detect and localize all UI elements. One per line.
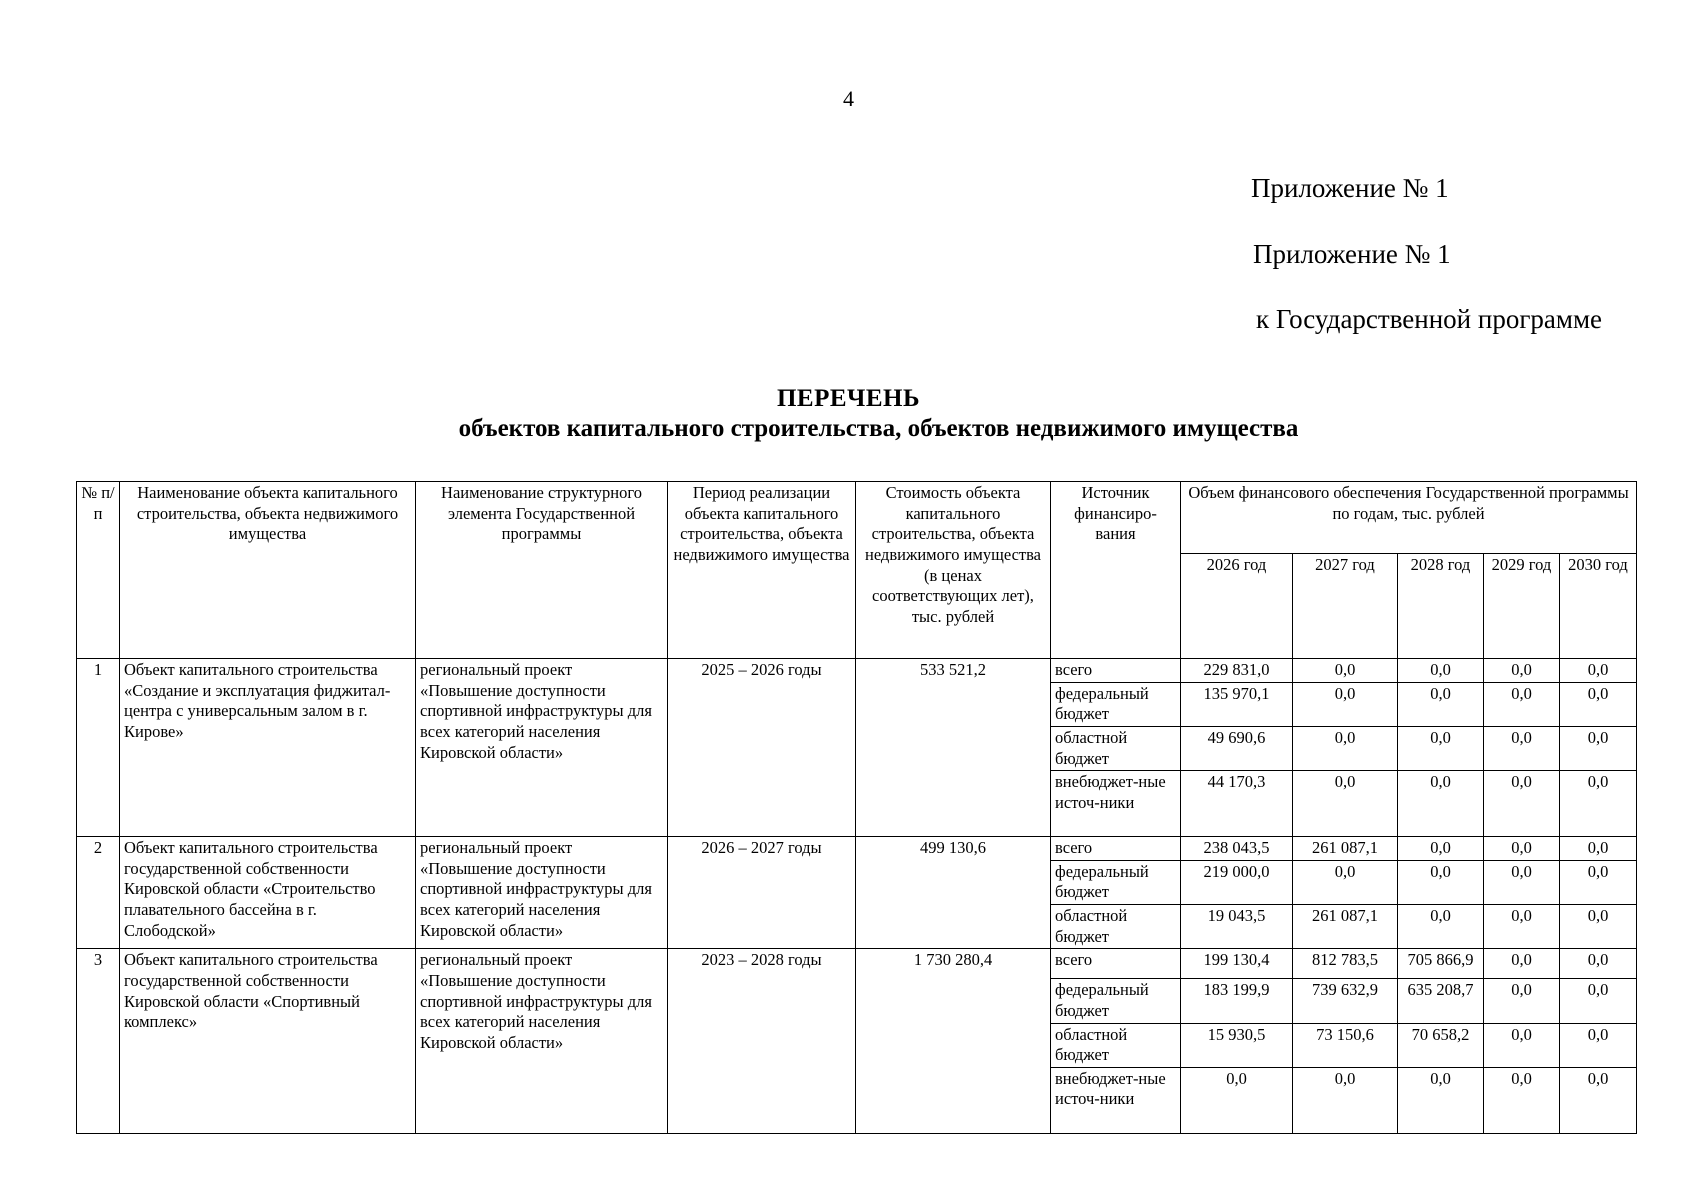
amount-cell: 0,0 [1560, 771, 1637, 837]
object-name-cell: Объект капитального строительства «Создание и эксплуатация фиджитал-центра с универсальным залом в г. Кирове» [120, 659, 416, 837]
period-cell: 2025 – 2026 годы [668, 659, 856, 837]
cost-cell: 533 521,2 [856, 659, 1051, 837]
amount-cell: 19 043,5 [1181, 905, 1293, 949]
document-subtitle: объектов капитального строительства, объектов недвижимого имущества [458, 415, 1299, 442]
header-object-name: Наименование объекта капитального строительства, объекта недвижимого имущества [120, 482, 416, 659]
source-cell: федеральный бюджет [1051, 860, 1181, 904]
amount-cell: 0,0 [1484, 1023, 1560, 1067]
amount-cell: 0,0 [1398, 837, 1484, 861]
table-row [77, 659, 1637, 683]
element-name-cell: региональный проект «Повышение доступности спортивной инфраструктуры для всех категорий населения Кировской области» [416, 659, 668, 837]
amount-cell: 44 170,3 [1181, 771, 1293, 837]
amount-cell: 0,0 [1293, 1067, 1398, 1133]
source-cell: областной бюджет [1051, 726, 1181, 770]
amount-cell: 0,0 [1560, 979, 1637, 1023]
amount-cell: 135 970,1 [1181, 682, 1293, 726]
amount-cell: 0,0 [1181, 1067, 1293, 1133]
amount-cell: 0,0 [1560, 659, 1637, 683]
amount-cell: 0,0 [1484, 979, 1560, 1023]
amount-cell: 0,0 [1293, 860, 1398, 904]
table-body [77, 482, 1637, 1134]
header-funding: Объем финансового обеспечения Государственной программы по годам, тыс. рублей [1181, 482, 1637, 554]
amount-cell: 219 000,0 [1181, 860, 1293, 904]
source-cell: областной бюджет [1051, 1023, 1181, 1067]
amount-cell: 0,0 [1293, 726, 1398, 770]
amount-cell: 0,0 [1484, 949, 1560, 979]
amount-cell: 0,0 [1484, 905, 1560, 949]
cost-cell: 1 730 280,4 [856, 949, 1051, 1134]
amount-cell: 238 043,5 [1181, 837, 1293, 861]
amount-cell: 0,0 [1560, 905, 1637, 949]
page-number: 4 [843, 86, 854, 111]
amount-cell: 0,0 [1484, 726, 1560, 770]
source-cell: внебюджет-ные источ-ники [1051, 771, 1181, 837]
amount-cell: 73 150,6 [1293, 1023, 1398, 1067]
amount-cell: 0,0 [1398, 726, 1484, 770]
source-cell: федеральный бюджет [1051, 682, 1181, 726]
amount-cell: 0,0 [1293, 659, 1398, 683]
document-title: ПЕРЕЧЕНЬ [776, 385, 921, 412]
row-number: 1 [77, 659, 120, 837]
amount-cell: 229 831,0 [1181, 659, 1293, 683]
amount-cell: 0,0 [1398, 860, 1484, 904]
header-row-1 [77, 482, 1637, 554]
amount-cell: 0,0 [1484, 659, 1560, 683]
row-number: 3 [77, 949, 120, 1134]
amount-cell: 739 632,9 [1293, 979, 1398, 1023]
source-cell: внебюджет-ные источ-ники [1051, 1067, 1181, 1133]
period-cell: 2026 – 2027 годы [668, 837, 856, 949]
appendix-line-1: Приложение № 1 [1251, 173, 1449, 203]
header-year: 2026 год [1181, 554, 1293, 659]
amount-cell: 0,0 [1560, 726, 1637, 770]
amount-cell: 70 658,2 [1398, 1023, 1484, 1067]
amount-cell: 183 199,9 [1181, 979, 1293, 1023]
amount-cell: 261 087,1 [1293, 905, 1398, 949]
amount-cell: 635 208,7 [1398, 979, 1484, 1023]
amount-cell: 0,0 [1484, 1067, 1560, 1133]
appendix-line-3: к Государственной программе [1256, 304, 1603, 334]
source-cell: федеральный бюджет [1051, 979, 1181, 1023]
amount-cell: 199 130,4 [1181, 949, 1293, 979]
header-cost: Стоимость объекта капитального строительства, объекта недвижимого имущества (в ценах соответствующих лет), тыс. рублей [856, 482, 1051, 659]
header-year: 2029 год [1484, 554, 1560, 659]
amount-cell: 0,0 [1398, 905, 1484, 949]
source-cell: всего [1051, 949, 1181, 979]
amount-cell: 0,0 [1560, 949, 1637, 979]
objects-table [76, 481, 1637, 1134]
header-period: Период реализации объекта капитального строительства, объекта недвижимого имущества [668, 482, 856, 659]
amount-cell: 0,0 [1484, 837, 1560, 861]
amount-cell: 49 690,6 [1181, 726, 1293, 770]
table-row [77, 837, 1637, 861]
amount-cell: 0,0 [1560, 682, 1637, 726]
amount-cell: 0,0 [1398, 659, 1484, 683]
header-year: 2030 год [1560, 554, 1637, 659]
header-year: 2028 год [1398, 554, 1484, 659]
amount-cell: 0,0 [1293, 771, 1398, 837]
object-name-cell: Объект капитального строительства государственной собственности Кировской области «Строительство плавательного бассейна в г. Слободской» [120, 837, 416, 949]
header-element-name: Наименование структурного элемента Государственной программы [416, 482, 668, 659]
amount-cell: 0,0 [1484, 682, 1560, 726]
amount-cell: 15 930,5 [1181, 1023, 1293, 1067]
amount-cell: 0,0 [1293, 682, 1398, 726]
cost-cell: 499 130,6 [856, 837, 1051, 949]
header-source: Источник финансиро-вания [1051, 482, 1181, 659]
source-cell: областной бюджет [1051, 905, 1181, 949]
header-year: 2027 год [1293, 554, 1398, 659]
amount-cell: 0,0 [1398, 1067, 1484, 1133]
row-number: 2 [77, 837, 120, 949]
source-cell: всего [1051, 659, 1181, 683]
amount-cell: 0,0 [1560, 1023, 1637, 1067]
amount-cell: 0,0 [1560, 860, 1637, 904]
amount-cell: 261 087,1 [1293, 837, 1398, 861]
object-name-cell: Объект капитального строительства государственной собственности Кировской области «Спортивный комплекс» [120, 949, 416, 1134]
appendix-line-2: Приложение № 1 [1253, 239, 1451, 269]
period-cell: 2023 – 2028 годы [668, 949, 856, 1134]
amount-cell: 812 783,5 [1293, 949, 1398, 979]
amount-cell: 0,0 [1560, 1067, 1637, 1133]
element-name-cell: региональный проект «Повышение доступности спортивной инфраструктуры для всех категорий населения Кировской области» [416, 949, 668, 1134]
amount-cell: 705 866,9 [1398, 949, 1484, 979]
source-cell: всего [1051, 837, 1181, 861]
amount-cell: 0,0 [1484, 771, 1560, 837]
amount-cell: 0,0 [1560, 837, 1637, 861]
amount-cell: 0,0 [1398, 771, 1484, 837]
amount-cell: 0,0 [1398, 682, 1484, 726]
header-no: № п/п [77, 482, 120, 659]
element-name-cell: региональный проект «Повышение доступности спортивной инфраструктуры для всех категорий населения Кировской области» [416, 837, 668, 949]
table-row [77, 949, 1637, 979]
amount-cell: 0,0 [1484, 860, 1560, 904]
